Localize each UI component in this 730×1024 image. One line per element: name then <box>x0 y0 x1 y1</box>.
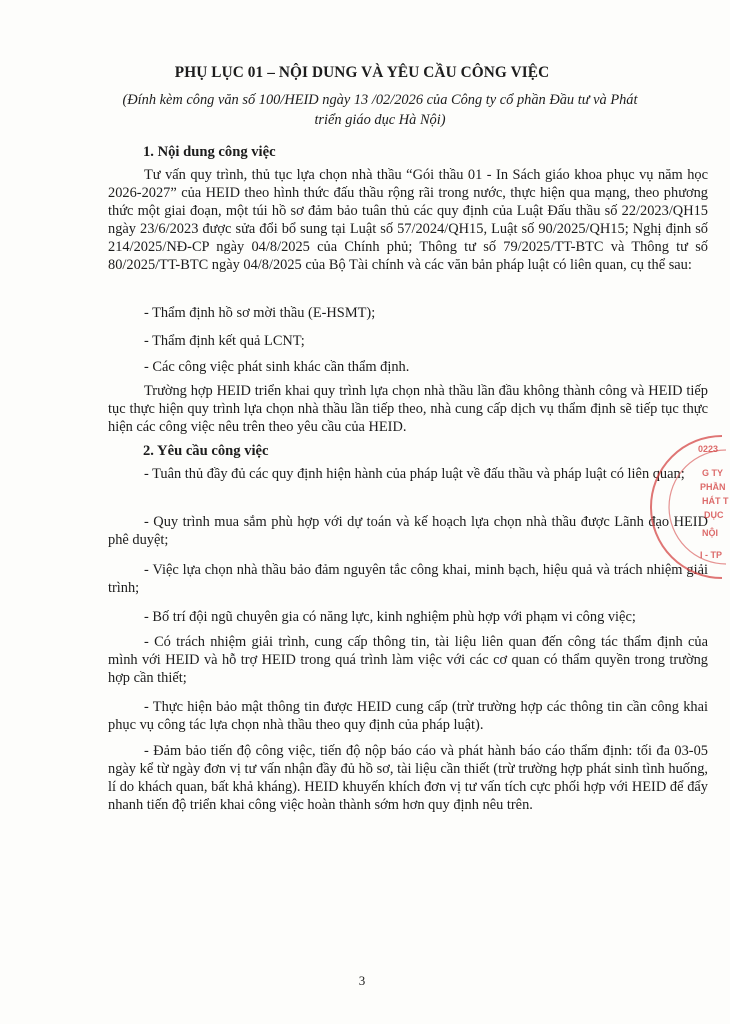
page-number: 3 <box>358 973 366 988</box>
stamp-text: DỤC <box>704 510 724 520</box>
section-2-item: - Bố trí đội ngũ chuyên gia có năng lực, kinh nghiệm phù hợp với phạm vi công việc; <box>144 609 636 625</box>
stamp-text: HÁT T <box>702 496 729 506</box>
section-1-item: - Các công việc phát sinh khác cần thẩm định. <box>144 359 410 375</box>
stamp-text: NỘI <box>702 528 719 538</box>
stamp-text: G TY <box>702 468 724 478</box>
section-1-note: Trường hợp HEID triển khai quy trình lựa chọn nhà thầu lần đầu không thành công và HEID tiếp tục thực hiện quy trình lựa chọn nhà thầu lần tiếp theo, nhà cung cấp dịch vụ thẩm định sẽ tiếp tục thực hiện các công việc nêu trên theo yêu cầu của HEID. <box>108 383 708 435</box>
section-2-item: - Có trách nhiệm giải trình, cung cấp thông tin, tài liệu liên quan đến công tác thẩm định của mình với HEID và hỗ trợ HEID trong quá trình làm việc với các cơ quan có thẩm quyền trong trường hợp cần thiết; <box>108 634 708 686</box>
section-2-item: - Tuân thủ đầy đủ các quy định hiện hành của pháp luật về đấu thầu và pháp luật có liên quan; <box>144 466 685 482</box>
section-2-item: - Đảm bảo tiến độ công việc, tiến độ nộp báo cáo và phát hành báo cáo thẩm định: tối đa 03-05 ngày kể từ ngày đơn vị tư vấn nhận đầy đủ hồ sơ, tài liệu cần thiết (trừ trường hợp phát sinh tình huống, lí do khách quan, bất khả kháng). HEID khuyến khích đơn vị tư vấn tích cực phối hợp với HEID để đẩy nhanh tiến độ triển khai công việc hoàn thành sớm hơn quy định nêu trên. <box>108 743 708 813</box>
section-2-item: - Việc lựa chọn nhà thầu bảo đảm nguyên tắc công khai, minh bạch, hiệu quả và trách nhiệm giải trình; <box>108 562 708 596</box>
page-title: PHỤ LỤC 01 – NỘI DUNG VÀ YÊU CẦU CÔNG VIỆC <box>174 64 550 81</box>
page-subtitle: (Đính kèm công văn số 100/HEID ngày 13 /02/2026 của Công ty cổ phần Đầu tư và Phát triển giáo dục Hà Nội) <box>122 92 638 128</box>
stamp-text: PHẦN <box>700 482 726 492</box>
stamp-text: I - TP <box>700 550 722 560</box>
section-1-item: - Thẩm định kết quả LCNT; <box>144 333 305 349</box>
company-seal-stamp <box>690 432 730 582</box>
section-2-item: - Thực hiện bảo mật thông tin được HEID cung cấp (trừ trường hợp các thông tin cần công khai phục vụ công tác lựa chọn nhà thầu theo quy định của pháp luật). <box>108 699 708 733</box>
section-2-heading: 2. Yêu cầu công việc <box>143 443 269 459</box>
section-2-item: - Quy trình mua sắm phù hợp với dự toán và kế hoạch lựa chọn nhà thầu được Lãnh đạo HEID phê duyệt; <box>108 514 708 548</box>
stamp-text: 0223 <box>698 444 719 454</box>
section-1-heading: 1. Nội dung công việc <box>143 144 276 160</box>
section-1-intro: Tư vấn quy trình, thủ tục lựa chọn nhà thầu “Gói thầu 01 - In Sách giáo khoa phục vụ năm học 2026-2027” của HEID theo hình thức đấu thầu rộng rãi trong nước, thực hiện qua mạng, theo phương thức một giai đoạn, một túi hồ sơ đảm bảo tuân thủ các quy định của Luật Đấu thầu số 22/2023/QH15 ngày 23/6/2023 được sửa đổi bổ sung tại Luật số 57/2024/QH15, Luật số 90/2025/QH15; Nghị định số 214/2025/NĐ-CP ngày 04/8/2025 của Chính phủ; Thông tư số 79/2025/TT-BTC và Thông tư số 80/2025/TT-BTC ngày 04/8/2025 của Bộ Tài chính và các văn bản pháp luật có liên quan, cụ thể sau: <box>108 167 708 273</box>
section-1-item: - Thẩm định hồ sơ mời thầu (E-HSMT); <box>144 305 376 321</box>
